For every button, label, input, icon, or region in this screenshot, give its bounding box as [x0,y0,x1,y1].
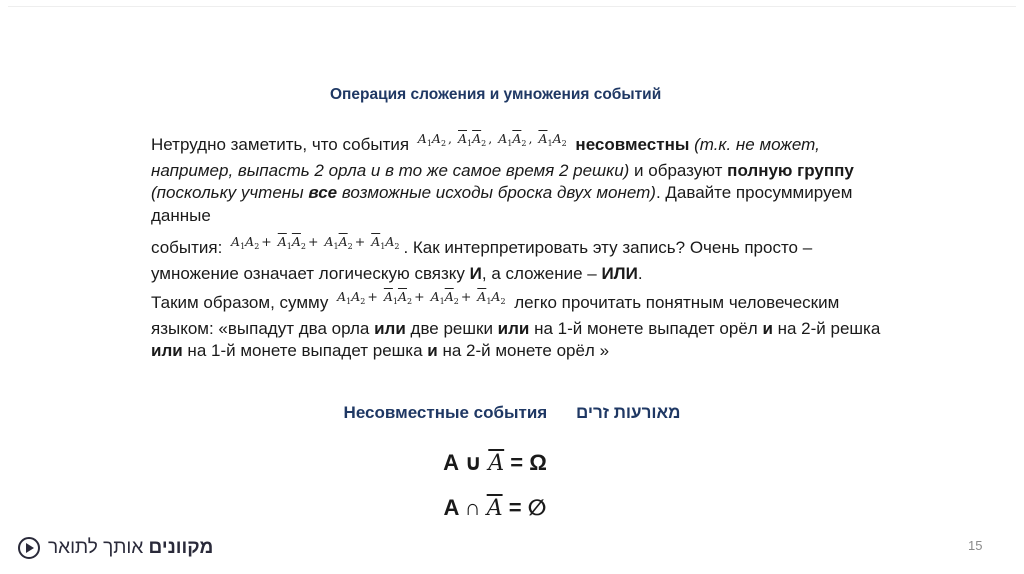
equation-right: = ∅ [502,495,547,520]
complement-a: $\overline{A}$ [486,496,503,521]
formula-events-list: $A_1A_2$ , $\overline{A}_1\overline{A}_2$ , $A_1\overline{A}_2$ , $\overline{A}_1A_2$ [417,131,567,148]
text-segment: . Как интерпретировать эту запись? Очень просто – умножение означает логическую связку [151,238,813,283]
text-segment: возможные исходы броска двух монет) [337,183,656,202]
text-segment: события: [151,238,228,258]
term-all: все [308,183,338,202]
term-or: или [374,318,406,338]
equation-intersection [0,495,990,521]
equation-left: A ∪ [443,450,489,475]
text-segment: и образуют [629,160,728,180]
term-full-group: полную группу [727,160,854,180]
slide-title: Операция сложения и умножения событий [330,86,662,103]
text-segment: . [637,263,643,283]
heading-russian: Несовместные события [343,403,548,422]
term-and: и [762,318,773,338]
text-segment: на 2-й монете орёл » [437,341,610,360]
paragraph-events [151,132,891,227]
text-segment: (т.к. не может, например, выпасть 2 орла и в то же самое время 2 решки) [151,135,820,180]
complement-a: $\overline{A}$ [488,451,505,476]
text-segment: на 1-й монете выпадет орёл [529,318,763,338]
heading-hebrew: מאורעות זרים [575,403,681,422]
term-incompatible: несовместны [575,135,690,155]
text-segment: на 2-й решка [772,318,881,338]
text-segment: Таким образом, сумму [151,293,334,313]
text-segment: (поскольку учтены [151,183,309,202]
play-circle-icon [18,537,40,559]
text-segment: . Давайте просуммируем данные [151,183,853,225]
term-and: И [469,263,482,283]
term-and: и [427,341,438,360]
equation-right: = Ω [504,450,547,475]
formula-sum: $A_1A_2 + \overline{A}_1\overline{A}_2 + A_1\overline{A}_2 + \overline{A}_1A_2$ [231,234,400,251]
brand-logo [18,534,213,562]
formula-sum-repeat: $A_1A_2 + \overline{A}_1\overline{A}_2 + A_1\overline{A}_2 + \overline{A}_1A_2$ [337,289,506,306]
paragraph-sum [151,235,891,285]
equation-union [0,450,990,476]
text-segment: Нетрудно заметить, что события [151,135,414,155]
paragraph-reading [151,290,891,363]
equation-left: A ∩ [443,495,487,520]
brand-text [48,537,213,559]
term-or: или [497,318,530,338]
text-segment: легко прочитать понятным человеческим языком: «выпадут два орла [151,293,840,338]
page-number: 15 [968,538,983,553]
text-segment: на 1-й монете выпадет решка [182,341,428,360]
text-segment: , а сложение – [481,263,602,283]
brand-text-bold: מקוונים [148,537,214,558]
term-or: ИЛИ [601,263,638,283]
top-divider [8,6,1016,7]
term-or: или [151,341,183,360]
brand-text-regular: אותך לתואר [48,537,144,558]
text-segment: две решки [405,318,498,338]
section-heading [0,403,1024,423]
